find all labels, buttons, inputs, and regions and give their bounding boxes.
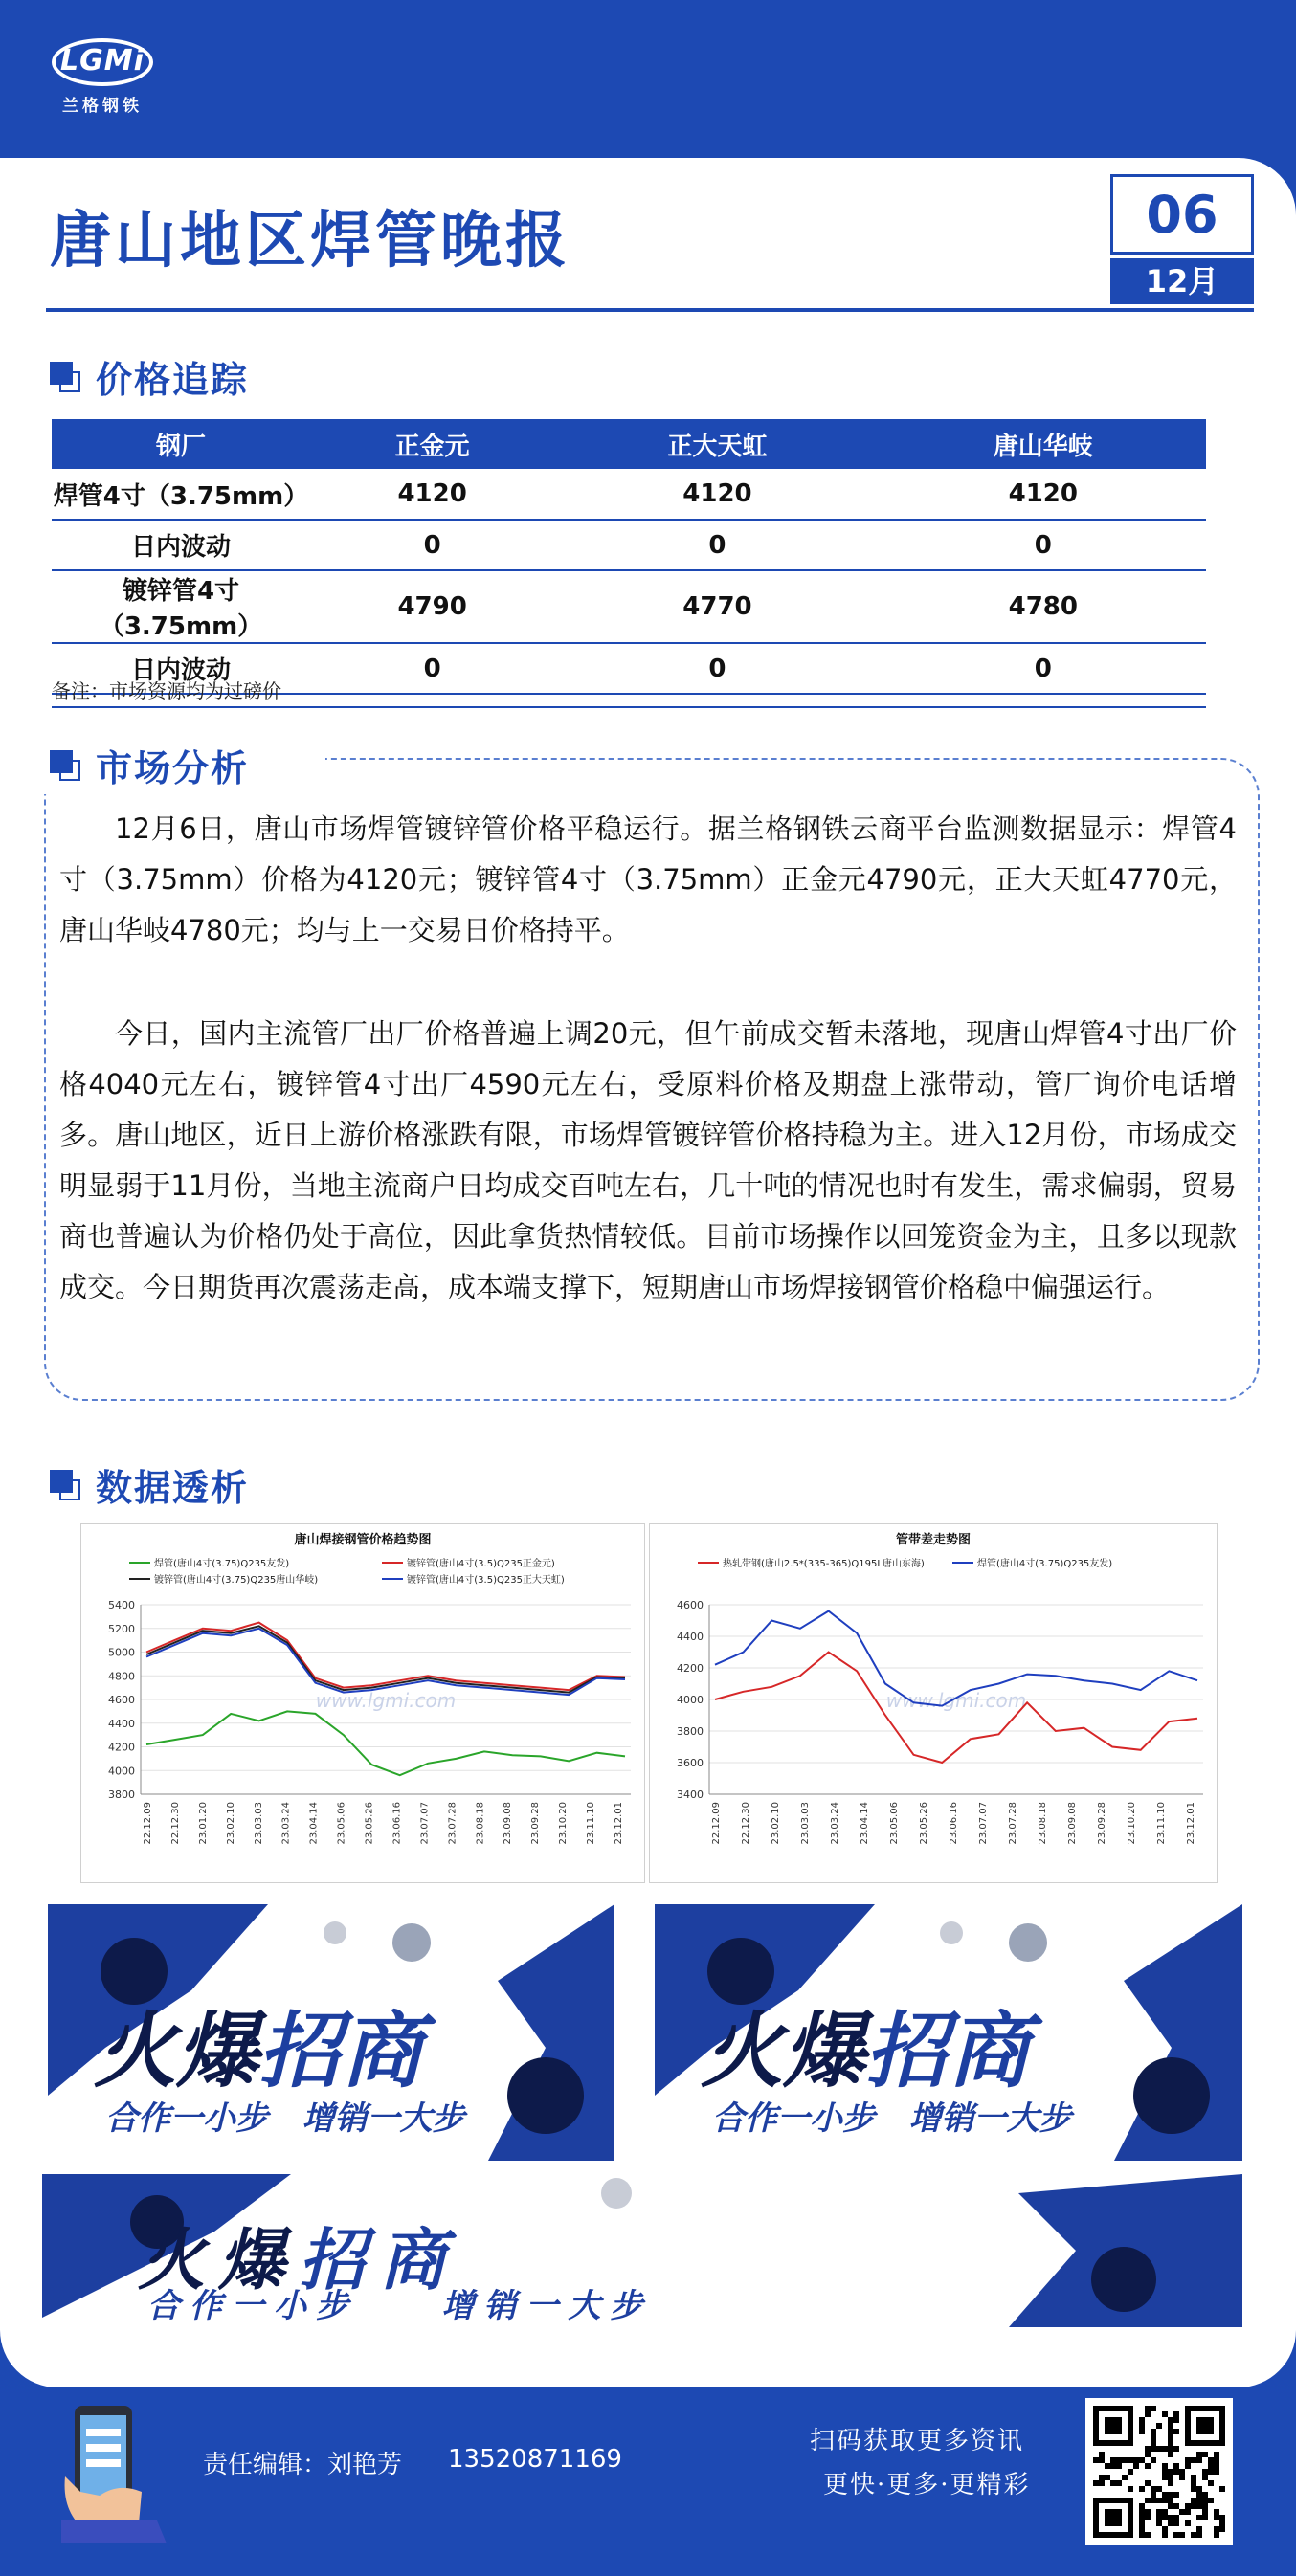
x-tick-label: 23.03.03 xyxy=(800,1802,811,1845)
y-tick-label: 4400 xyxy=(677,1631,704,1643)
x-tick-label: 23.09.28 xyxy=(530,1802,542,1845)
legend-label: 镀锌管(唐山4寸(3.5)Q235正金元) xyxy=(407,1559,555,1569)
col-header: 唐山华岐 xyxy=(881,419,1206,469)
qr-module xyxy=(1173,2515,1179,2520)
qr-module xyxy=(1196,2452,1202,2457)
qr-module xyxy=(1191,2498,1196,2503)
y-tick-label: 3800 xyxy=(108,1788,135,1801)
qr-module xyxy=(1219,2520,1225,2526)
qr-module xyxy=(1151,2498,1156,2503)
qr-module xyxy=(1168,2469,1173,2475)
footer-scan-text: 扫码获取更多资讯 xyxy=(810,2427,1025,2455)
legend-label: 镀锌管(唐山4寸(3.75)Q235唐山华岐) xyxy=(154,1575,319,1586)
x-tick-label: 23.06.16 xyxy=(391,1802,403,1845)
x-tick-label: 23.07.28 xyxy=(447,1802,458,1845)
x-tick-label: 23.11.10 xyxy=(586,1802,597,1845)
qr-module xyxy=(1139,2423,1145,2429)
table-cell: 日内波动 xyxy=(52,520,310,570)
market-paragraph-2: 今日，国内主流管厂出厂价格普遍上调20元，但午前成交暂未落地，现唐山焊管4寸出厂价格4040元左右，镀锌管4寸出厂4590元左右，受原料价格及期盘上涨带动，管厂询价电话增多。唐山地区，近日上游价格涨跌有限，市场焊管镀锌管价格持稳为主。进入12月份，市场成交明显弱于11月份，当地主流商户日均成交百吨左右，几十吨的情况也时有发生，需求偏弱，贸易商也普遍认为价格仍处于高位，因此拿货热情较低。目前市场操作以回笼资金为主，且多以现款成交。今日期货再次震荡走高，成本端支撑下，短期唐山市场焊接钢管价格稳中偏强运行。 xyxy=(59,1017,1237,1303)
qr-module xyxy=(1139,2429,1145,2434)
qr-module xyxy=(1139,2509,1145,2515)
qr-module xyxy=(1145,2411,1151,2417)
qr-module xyxy=(1173,2492,1179,2498)
qr-module xyxy=(1162,2475,1168,2480)
qr-module xyxy=(1133,2457,1139,2463)
qr-module xyxy=(1173,2463,1179,2469)
x-tick-label: 23.10.20 xyxy=(558,1802,570,1845)
table-row xyxy=(52,520,1206,570)
qr-module xyxy=(1151,2434,1156,2440)
qr-module xyxy=(1219,2515,1225,2520)
qr-module xyxy=(1191,2480,1196,2486)
section-market-header xyxy=(50,741,249,788)
table-row xyxy=(52,570,1206,643)
y-tick-label: 4000 xyxy=(108,1765,135,1778)
qr-module xyxy=(1145,2515,1151,2520)
chart-spread xyxy=(649,1523,1218,1883)
ad-slogan-2: 增销一大步 xyxy=(908,2099,1072,2138)
legend-label: 焊管(唐山4寸(3.75)Q235友发) xyxy=(977,1559,1113,1569)
table-cell: 日内波动 xyxy=(52,643,310,694)
footer-editor: 责任编辑：刘艳芳 xyxy=(203,2451,403,2479)
qr-module xyxy=(1139,2486,1145,2492)
x-tick-label: 23.09.08 xyxy=(1067,1802,1078,1845)
qr-module xyxy=(1214,2526,1219,2532)
x-tick-label: 23.06.16 xyxy=(949,1802,959,1845)
col-header: 钢厂 xyxy=(52,419,310,469)
price-table xyxy=(52,419,1206,695)
top-band xyxy=(0,0,1296,163)
market-paragraph-1: 12月6日，唐山市场焊管镀锌管价格平稳运行。据兰格钢铁云商平台监测数据显示：焊管4寸（3.75mm）价格为4120元；镀锌管4寸（3.75mm）正金元4790元，正大天虹4770元，唐山华岐4780元；均与上一交易日价格持平。 xyxy=(59,812,1237,946)
y-tick-label: 4200 xyxy=(677,1662,704,1675)
qr-module xyxy=(1151,2492,1156,2498)
qr-module xyxy=(1093,2480,1099,2486)
x-tick-label: 23.05.06 xyxy=(889,1802,900,1845)
qr-module xyxy=(1162,2446,1168,2452)
x-tick-label: 23.05.26 xyxy=(364,1802,375,1845)
section-price-title: 价格追踪 xyxy=(96,358,250,401)
chart-watermark: www.lgmi.com xyxy=(885,1689,1027,1712)
price-table-header xyxy=(52,419,1206,469)
ad-slogan-1: 合作一小步 xyxy=(105,2099,268,2138)
qr-module xyxy=(1196,2532,1202,2538)
page-title: 唐山地区焊管晚报 xyxy=(50,206,570,277)
table-note: 备注：市场资源均为过磅价 xyxy=(52,679,281,702)
qr-module xyxy=(1156,2520,1162,2526)
qr-module xyxy=(1185,2503,1191,2509)
chart-title: 管带差走势图 xyxy=(895,1533,972,1547)
qr-module xyxy=(1202,2452,1208,2457)
qr-module xyxy=(1151,2486,1156,2492)
qr-module xyxy=(1214,2452,1219,2457)
qr-module xyxy=(1214,2457,1219,2463)
qr-module xyxy=(1110,2457,1116,2463)
qr-module xyxy=(1145,2509,1151,2515)
section-market-title: 市场分析 xyxy=(96,746,250,789)
qr-module xyxy=(1168,2446,1173,2452)
table-cell: 0 xyxy=(881,643,1206,694)
qr-module xyxy=(1202,2503,1208,2509)
qr-module xyxy=(1208,2463,1214,2469)
ad-slogan xyxy=(712,2092,1072,2139)
qr-code[interactable] xyxy=(1085,2398,1233,2545)
chart-title: 唐山焊接钢管价格趋势图 xyxy=(294,1533,432,1547)
qr-module xyxy=(1162,2532,1168,2538)
table-cell: 镀锌管4寸（3.75mm） xyxy=(52,570,310,643)
chart-price-trend-svg xyxy=(81,1524,644,1882)
section-data-title: 数据透析 xyxy=(96,1466,250,1509)
ad-headline-hot: 火爆 xyxy=(94,2004,258,2099)
table-cell: 0 xyxy=(881,520,1206,570)
x-tick-label: 23.09.28 xyxy=(1097,1802,1107,1845)
brand-logo xyxy=(46,38,161,115)
qr-module xyxy=(1179,2509,1185,2515)
qr-module xyxy=(1179,2532,1185,2538)
ad-slogan-1: 合作一小步 xyxy=(712,2099,875,2138)
legend-label: 热轧带钢(唐山2.5*(335-365)Q195L唐山东海) xyxy=(723,1559,925,1569)
qr-module xyxy=(1202,2492,1208,2498)
x-tick-label: 23.03.24 xyxy=(280,1802,292,1845)
y-tick-label: 4200 xyxy=(108,1741,135,1754)
section-data-header xyxy=(50,1460,249,1508)
qr-module xyxy=(1156,2423,1162,2429)
x-tick-label: 23.08.18 xyxy=(475,1802,486,1845)
qr-module xyxy=(1145,2532,1151,2538)
section-price-header xyxy=(50,352,249,400)
y-tick-label: 4400 xyxy=(108,1717,135,1730)
qr-module xyxy=(1162,2469,1168,2475)
note-divider xyxy=(52,706,1206,708)
col-header: 正大天虹 xyxy=(554,419,880,469)
qr-module xyxy=(1139,2417,1145,2423)
qr-module xyxy=(1219,2486,1225,2492)
x-tick-label: 23.04.14 xyxy=(860,1802,870,1845)
qr-module xyxy=(1099,2475,1105,2480)
qr-module xyxy=(1151,2406,1156,2411)
qr-finder xyxy=(1105,2417,1122,2434)
ad-slogan-2: 增销一大步 xyxy=(441,2287,653,2325)
table-cell: 4770 xyxy=(554,570,880,643)
qr-module xyxy=(1168,2480,1173,2486)
qr-module xyxy=(1214,2532,1219,2538)
qr-module xyxy=(1151,2446,1156,2452)
qr-module xyxy=(1173,2429,1179,2434)
legend-label: 焊管(唐山4寸(3.75)Q235友发) xyxy=(154,1559,290,1569)
qr-module xyxy=(1191,2503,1196,2509)
table-cell: 0 xyxy=(310,520,554,570)
table-cell: 4120 xyxy=(310,469,554,520)
qr-module xyxy=(1173,2532,1179,2538)
section-bullet-icon xyxy=(50,750,78,779)
qr-module xyxy=(1116,2457,1122,2463)
qr-module xyxy=(1168,2423,1173,2429)
qr-module xyxy=(1139,2520,1145,2526)
table-cell: 0 xyxy=(310,643,554,694)
qr-module xyxy=(1122,2457,1128,2463)
x-tick-label: 23.11.10 xyxy=(1156,1802,1167,1845)
x-tick-label: 23.12.01 xyxy=(614,1802,624,1845)
table-cell: 0 xyxy=(554,520,880,570)
phone-hand-icon xyxy=(61,2400,167,2543)
logo-subtitle: 兰格钢铁 xyxy=(62,97,143,116)
qr-module xyxy=(1168,2515,1173,2520)
qr-module xyxy=(1168,2440,1173,2446)
legend-label: 镀锌管(唐山4寸(3.5)Q235正大天虹) xyxy=(407,1575,565,1586)
qr-module xyxy=(1139,2526,1145,2532)
qr-module xyxy=(1191,2475,1196,2480)
ad-banner-wide[interactable] xyxy=(42,2174,1242,2327)
qr-module xyxy=(1099,2452,1105,2457)
qr-module xyxy=(1156,2446,1162,2452)
qr-module xyxy=(1179,2469,1185,2475)
footer-slogan: 更快·更多·更精彩 xyxy=(823,2471,1031,2499)
table-cell: 4120 xyxy=(881,469,1206,520)
qr-module xyxy=(1162,2526,1168,2532)
x-tick-label: 23.02.10 xyxy=(771,1802,781,1845)
qr-module xyxy=(1168,2434,1173,2440)
qr-module xyxy=(1185,2509,1191,2515)
qr-module xyxy=(1202,2509,1208,2515)
qr-module xyxy=(1208,2457,1214,2463)
qr-module xyxy=(1214,2463,1219,2469)
qr-module xyxy=(1168,2475,1173,2480)
qr-module xyxy=(1099,2480,1105,2486)
section-bullet-icon xyxy=(50,362,78,390)
qr-module xyxy=(1110,2480,1116,2486)
y-tick-label: 5200 xyxy=(108,1622,135,1635)
date-day: 06 xyxy=(1110,174,1254,255)
qr-module xyxy=(1139,2457,1145,2463)
ad-slogan-1: 合作一小步 xyxy=(147,2287,358,2325)
qr-module xyxy=(1145,2406,1151,2411)
qr-module xyxy=(1122,2475,1128,2480)
qr-finder xyxy=(1196,2417,1214,2434)
y-tick-label: 4800 xyxy=(108,1670,135,1683)
qr-finder xyxy=(1105,2509,1122,2526)
y-tick-label: 4600 xyxy=(108,1694,135,1706)
y-tick-label: 5000 xyxy=(108,1646,135,1659)
ad-headline-hot: 火爆 xyxy=(138,2221,299,2299)
date-box xyxy=(1110,174,1254,304)
qr-module xyxy=(1139,2515,1145,2520)
x-tick-label: 23.07.07 xyxy=(978,1802,989,1845)
qr-module xyxy=(1139,2503,1145,2509)
ad-headline-hot: 火爆 xyxy=(701,2004,865,2099)
ad-headline xyxy=(94,1985,423,2103)
qr-module xyxy=(1133,2463,1139,2469)
qr-module xyxy=(1162,2515,1168,2520)
x-tick-label: 22.12.09 xyxy=(711,1802,722,1845)
section-bullet-icon xyxy=(50,1470,78,1499)
table-cell: 焊管4寸（3.75mm） xyxy=(52,469,310,520)
x-tick-label: 23.08.18 xyxy=(1038,1802,1048,1845)
qr-module xyxy=(1168,2520,1173,2526)
x-tick-label: 23.09.08 xyxy=(503,1802,514,1845)
qr-module xyxy=(1168,2417,1173,2423)
qr-module xyxy=(1156,2486,1162,2492)
qr-module xyxy=(1208,2469,1214,2475)
x-tick-label: 23.07.28 xyxy=(1008,1802,1018,1845)
qr-module xyxy=(1208,2498,1214,2503)
qr-module xyxy=(1173,2469,1179,2475)
qr-module xyxy=(1151,2440,1156,2446)
qr-module xyxy=(1168,2498,1173,2503)
x-tick-label: 22.12.09 xyxy=(143,1802,153,1845)
x-tick-label: 22.12.30 xyxy=(169,1802,181,1845)
qr-module xyxy=(1156,2509,1162,2515)
qr-module xyxy=(1162,2411,1168,2417)
y-tick-label: 4600 xyxy=(677,1599,704,1611)
x-tick-label: 23.07.07 xyxy=(419,1802,431,1845)
qr-module xyxy=(1162,2463,1168,2469)
x-tick-label: 23.04.14 xyxy=(308,1802,320,1845)
x-tick-label: 22.12.30 xyxy=(741,1802,751,1845)
qr-module xyxy=(1219,2526,1225,2532)
qr-module xyxy=(1168,2503,1173,2509)
x-tick-label: 23.03.03 xyxy=(253,1802,264,1845)
title-divider xyxy=(46,308,1254,312)
qr-module xyxy=(1162,2509,1168,2515)
qr-module xyxy=(1156,2515,1162,2520)
qr-module xyxy=(1173,2503,1179,2509)
qr-module xyxy=(1128,2486,1133,2492)
ad-headline-invite: 招商 xyxy=(258,2004,423,2099)
ad-headline-invite: 招商 xyxy=(865,2004,1030,2099)
qr-module xyxy=(1168,2429,1173,2434)
qr-module xyxy=(1173,2520,1179,2526)
qr-module xyxy=(1185,2457,1191,2463)
qr-code-graphic xyxy=(1093,2406,1225,2538)
qr-module xyxy=(1202,2469,1208,2475)
x-tick-label: 23.01.20 xyxy=(197,1802,209,1845)
qr-module xyxy=(1168,2452,1173,2457)
footer-phone: 13520871169 xyxy=(448,2445,622,2474)
x-tick-label: 23.03.24 xyxy=(830,1802,840,1845)
x-tick-label: 23.02.10 xyxy=(225,1802,236,1845)
qr-module xyxy=(1128,2469,1133,2475)
qr-module xyxy=(1191,2486,1196,2492)
chart-watermark: www.lgmi.com xyxy=(315,1689,457,1712)
qr-module xyxy=(1196,2515,1202,2520)
qr-module xyxy=(1156,2498,1162,2503)
ad-slogan xyxy=(105,2092,465,2139)
qr-module xyxy=(1214,2469,1219,2475)
ad-banner-right[interactable] xyxy=(655,1904,1242,2161)
qr-module xyxy=(1145,2498,1151,2503)
qr-module xyxy=(1105,2463,1110,2469)
qr-module xyxy=(1105,2475,1110,2480)
x-tick-label: 23.05.06 xyxy=(336,1802,347,1845)
qr-module xyxy=(1185,2463,1191,2469)
table-cell: 4780 xyxy=(881,570,1206,643)
y-tick-label: 3600 xyxy=(677,1757,704,1769)
y-tick-label: 5400 xyxy=(108,1599,135,1611)
qr-module xyxy=(1208,2480,1214,2486)
x-tick-label: 23.10.20 xyxy=(1127,1802,1137,1845)
table-row xyxy=(52,469,1206,520)
qr-module xyxy=(1202,2515,1208,2520)
table-cell: 4120 xyxy=(554,469,880,520)
qr-module xyxy=(1196,2498,1202,2503)
qr-module xyxy=(1191,2532,1196,2538)
qr-module xyxy=(1196,2503,1202,2509)
table-cell: 4790 xyxy=(310,570,554,643)
qr-module xyxy=(1151,2457,1156,2463)
qr-module xyxy=(1214,2509,1219,2515)
qr-module xyxy=(1214,2515,1219,2520)
qr-module xyxy=(1173,2417,1179,2423)
ad-banner-left[interactable] xyxy=(48,1904,614,2161)
qr-module xyxy=(1202,2498,1208,2503)
table-cell: 0 xyxy=(554,643,880,694)
qr-module xyxy=(1202,2475,1208,2480)
qr-module xyxy=(1145,2452,1151,2457)
qr-module xyxy=(1116,2480,1122,2486)
qr-module xyxy=(1145,2446,1151,2452)
qr-module xyxy=(1196,2526,1202,2532)
qr-module xyxy=(1191,2457,1196,2463)
ad-headline-invite: 招商 xyxy=(299,2221,459,2299)
col-header: 正金元 xyxy=(310,419,554,469)
ad-slogan xyxy=(147,2279,652,2326)
qr-module xyxy=(1145,2463,1151,2469)
qr-module xyxy=(1173,2411,1179,2417)
qr-module xyxy=(1185,2520,1191,2526)
y-tick-label: 4000 xyxy=(677,1694,704,1706)
qr-module xyxy=(1116,2463,1122,2469)
y-tick-label: 3800 xyxy=(677,1725,704,1738)
qr-module xyxy=(1128,2457,1133,2463)
qr-module xyxy=(1196,2457,1202,2463)
date-month: 12月 xyxy=(1110,258,1254,304)
qr-module xyxy=(1099,2457,1105,2463)
qr-module xyxy=(1093,2457,1099,2463)
qr-module xyxy=(1196,2492,1202,2498)
qr-module xyxy=(1162,2492,1168,2498)
qr-module xyxy=(1168,2492,1173,2498)
series-line xyxy=(146,1711,625,1775)
qr-module xyxy=(1145,2480,1151,2486)
qr-module xyxy=(1139,2532,1145,2538)
qr-module xyxy=(1151,2429,1156,2434)
x-tick-label: 23.05.26 xyxy=(919,1802,929,1845)
y-tick-label: 3400 xyxy=(677,1788,704,1801)
qr-module xyxy=(1110,2463,1116,2469)
qr-module xyxy=(1179,2475,1185,2480)
qr-module xyxy=(1173,2446,1179,2452)
logo-text: LGMi xyxy=(60,44,145,78)
chart-spread-svg xyxy=(650,1524,1217,1882)
qr-module xyxy=(1162,2498,1168,2503)
qr-module xyxy=(1196,2486,1202,2492)
x-tick-label: 23.12.01 xyxy=(1186,1802,1196,1845)
ad-slogan-2: 增销一大步 xyxy=(302,2099,465,2138)
ad-headline xyxy=(701,1985,1030,2103)
chart-price-trend xyxy=(80,1523,645,1883)
